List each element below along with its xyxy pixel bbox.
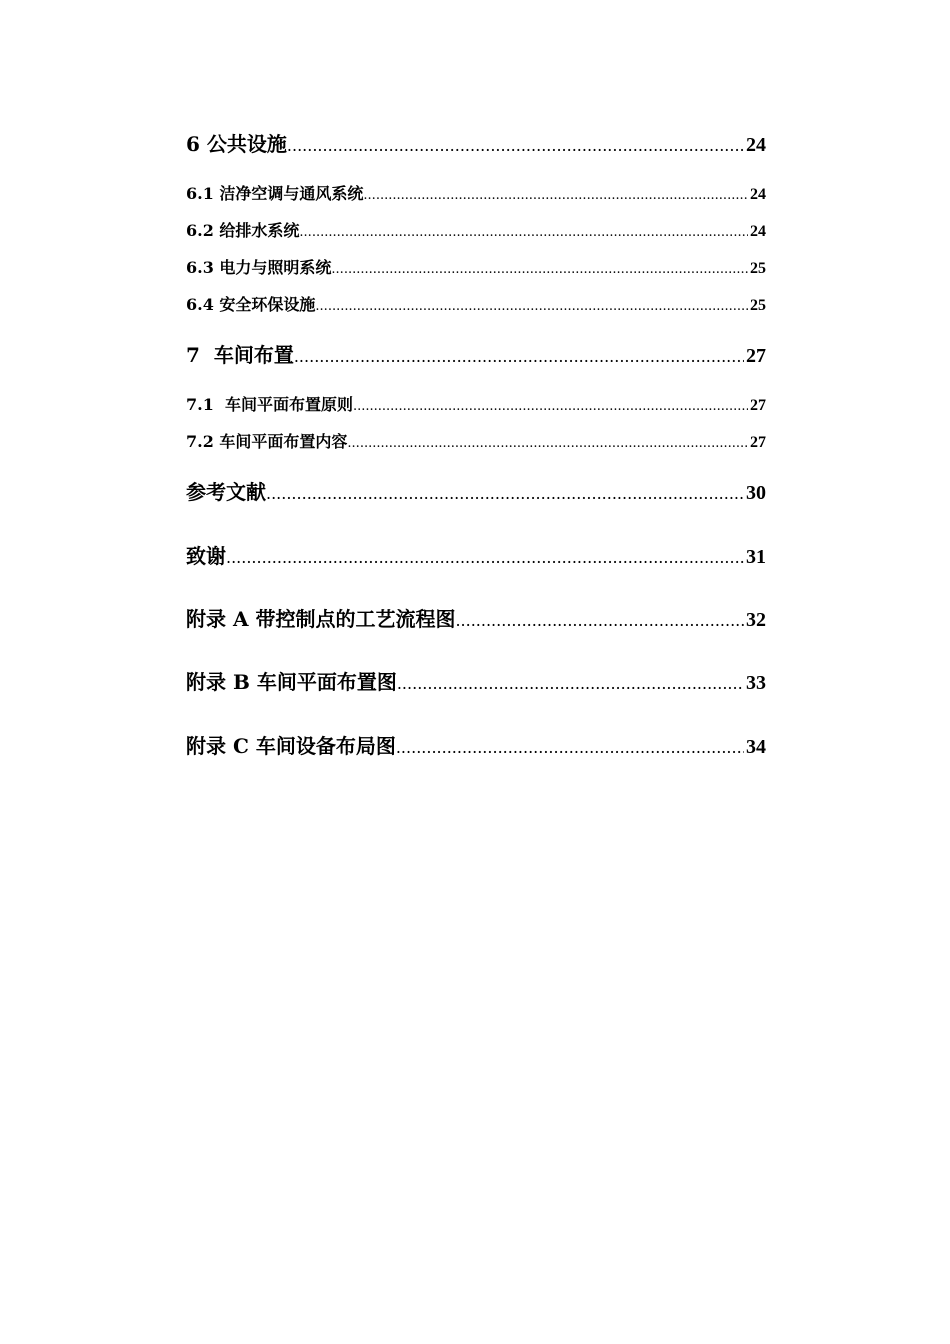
toc-entry-appendix-b[interactable]	[186, 666, 766, 695]
toc-entry-references[interactable]	[186, 476, 766, 505]
toc-entry-section-6-3[interactable]	[186, 255, 766, 278]
toc-entry-section-6[interactable]	[186, 128, 766, 157]
toc-entry-page: 24	[750, 223, 766, 240]
dot-leader	[287, 136, 744, 155]
dot-leader	[226, 548, 744, 567]
dot-leader	[331, 262, 748, 277]
toc-entry-page: 27	[750, 434, 766, 451]
toc-entry-page: 32	[746, 609, 766, 631]
toc-entry-page: 24	[750, 186, 766, 203]
toc-entry-label: 6 公共设施	[186, 132, 287, 156]
dot-leader	[315, 299, 748, 314]
toc-entry-page: 31	[746, 546, 766, 568]
dot-leader	[455, 611, 744, 630]
toc-entry-appendix-a[interactable]	[186, 603, 766, 632]
dot-leader	[347, 436, 748, 451]
toc-entry-appendix-c[interactable]	[186, 730, 766, 759]
toc-entry-section-7-1[interactable]	[186, 392, 766, 415]
toc-entry-page: 27	[746, 345, 766, 367]
dot-leader	[353, 399, 748, 414]
dot-leader	[299, 225, 748, 240]
dot-leader	[266, 484, 744, 503]
toc-entry-acknowledgements[interactable]	[186, 540, 766, 569]
toc-entry-label: 致谢	[186, 544, 226, 568]
toc-entry-page: 34	[746, 736, 766, 758]
toc-entry-label: 7.2 车间平面布置内容	[186, 432, 348, 451]
dot-leader	[397, 674, 744, 693]
toc-entry-page: 25	[750, 260, 766, 277]
dot-leader	[363, 188, 748, 203]
toc-entry-section-6-4[interactable]	[186, 292, 766, 315]
toc-entry-label: 6.1 洁净空调与通风系统	[186, 184, 364, 203]
toc-entry-page: 33	[746, 672, 766, 694]
toc-entry-label: 6.2 给排水系统	[186, 221, 300, 240]
toc-entry-label: 6.4 安全环保设施	[186, 295, 316, 314]
toc-entry-section-7-2[interactable]	[186, 429, 766, 452]
toc-entry-label: 6.3 电力与照明系统	[186, 258, 332, 277]
toc-entry-page: 24	[746, 134, 766, 156]
toc-entry-label: 7 车间布置	[186, 343, 294, 367]
toc-entry-section-7[interactable]	[186, 339, 766, 368]
toc-entry-page: 25	[750, 297, 766, 314]
toc-entry-section-6-2[interactable]	[186, 218, 766, 241]
toc-entry-label: 附录 A 带控制点的工艺流程图	[186, 607, 456, 631]
toc-entry-label: 参考文献	[186, 480, 266, 504]
toc-entry-page: 27	[750, 397, 766, 414]
dot-leader	[396, 738, 744, 757]
toc-entry-label: 附录 B 车间平面布置图	[186, 670, 397, 694]
toc-entry-label: 7.1 车间平面布置原则	[186, 395, 353, 414]
dot-leader	[294, 347, 744, 366]
toc-entry-page: 30	[746, 482, 766, 504]
toc-entry-label: 附录 C 车间设备布局图	[186, 734, 396, 758]
toc-entry-section-6-1[interactable]	[186, 181, 766, 204]
